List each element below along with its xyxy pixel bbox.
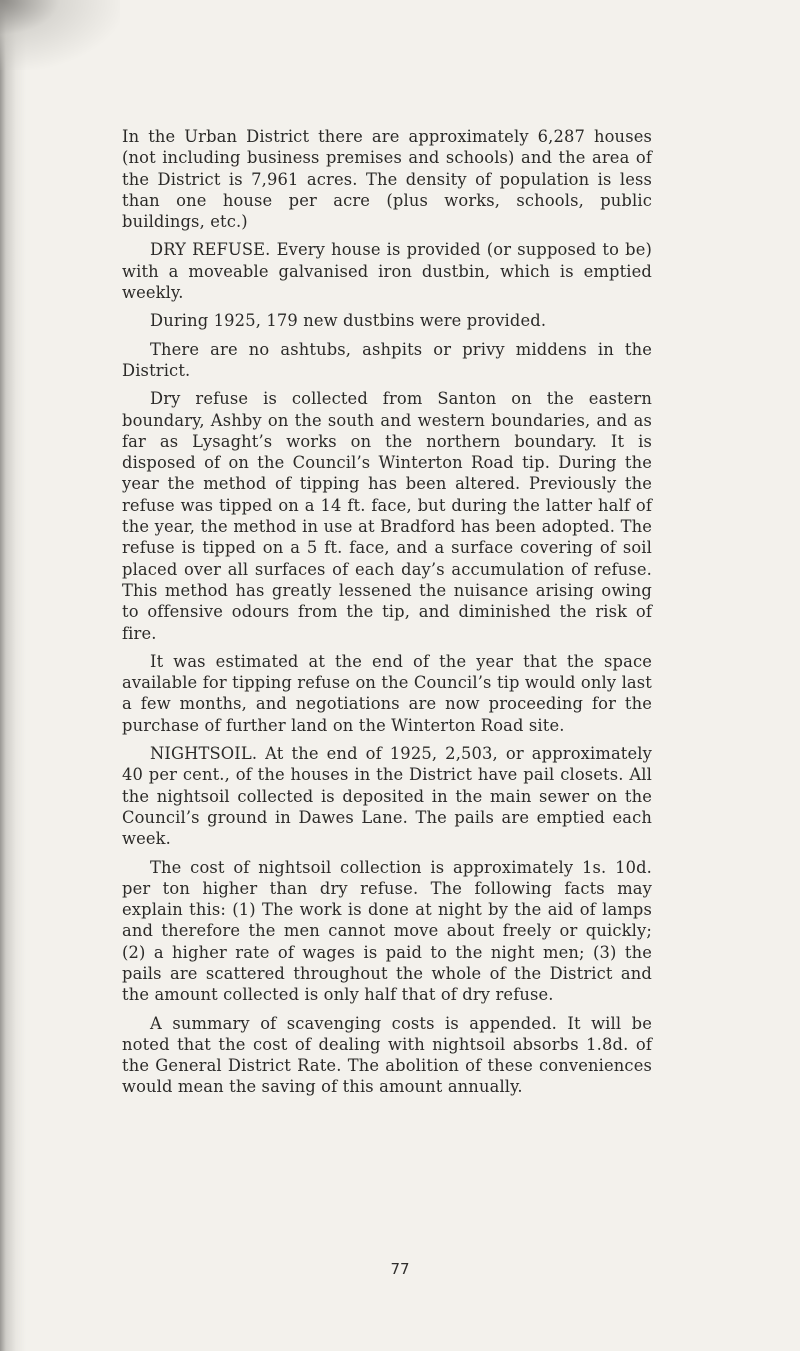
paragraph-refuse-collection: Dry refuse is collected from Santon on the eastern boundary, Ashby on the south and western boundaries, and as far as Lysaght’s works on the northern boundary. It is disposed of on the Council’s Winterton Road tip. During the year the method of tipping has been altered. Previously the refuse was tipped on a 14 ft. face, but during the latter half of the year, the method in use at Bradford has been adopted. The refuse is tipped on a 5 ft. face, and a surface covering of soil placed over all surfaces of each day’s accumulation of refuse. This method has greatly lessened the nuisance arising owing to offensive odours from the tip, and diminished the risk of fire. (122, 389, 652, 643)
paragraph-nightsoil-cost: The cost of nightsoil collection is approximately 1s. 10d. per ton higher than dry refuse. The following facts may explain this: (1) The work is done at night by the aid of lamps and therefore the men cannot move about freely or quickly; (2) a higher rate of wages is paid to the night men; (3) the pails are scattered throughout the whole of the District and the amount collected is only half that of dry refuse. (122, 857, 652, 1005)
report-body (122, 126, 652, 1105)
paragraph-nightsoil: NIGHTSOIL. At the end of 1925, 2,503, or approximately 40 per cent., of the houses in the District have pail closets. All the nightsoil collected is deposited in the main sewer on the Council’s ground in Dawes Lane. The pails are emptied each week. (122, 744, 652, 849)
paragraph-density: In the Urban District there are approximately 6,287 houses (not including business premises and schools) and the area of the District is 7,961 acres. The density of population is less than one house per acre (plus works, schools, public buildings, etc.) (122, 127, 652, 232)
paragraph-dry-refuse: DRY REFUSE. Every house is provided (or supposed to be) with a moveable galvanised iron dustbin, which is emptied weekly. (122, 240, 652, 303)
paragraph-dustbins-1925: During 1925, 179 new dustbins were provided. (150, 311, 547, 331)
paragraph-no-ashpits: There are no ashtubs, ashpits or privy middens in the District. (122, 339, 652, 380)
paragraph-tip-space: It was estimated at the end of the year that the space available for tipping refuse on the Council’s tip would only last a few months, and negotiations are now proceeding for the purchase of further land on the Winterton Road site. (122, 651, 652, 735)
page-corner-shadow (0, 0, 120, 70)
paragraph-scavenging-summary: A summary of scavenging costs is appended. It will be noted that the cost of dealing with nightsoil absorbs 1.8d. of the General District Rate. The abolition of these conveniences would mean the saving of this amount annually. (122, 1013, 652, 1097)
page-number: 77 (390, 1260, 410, 1278)
page-edge-shadow (0, 0, 26, 1351)
